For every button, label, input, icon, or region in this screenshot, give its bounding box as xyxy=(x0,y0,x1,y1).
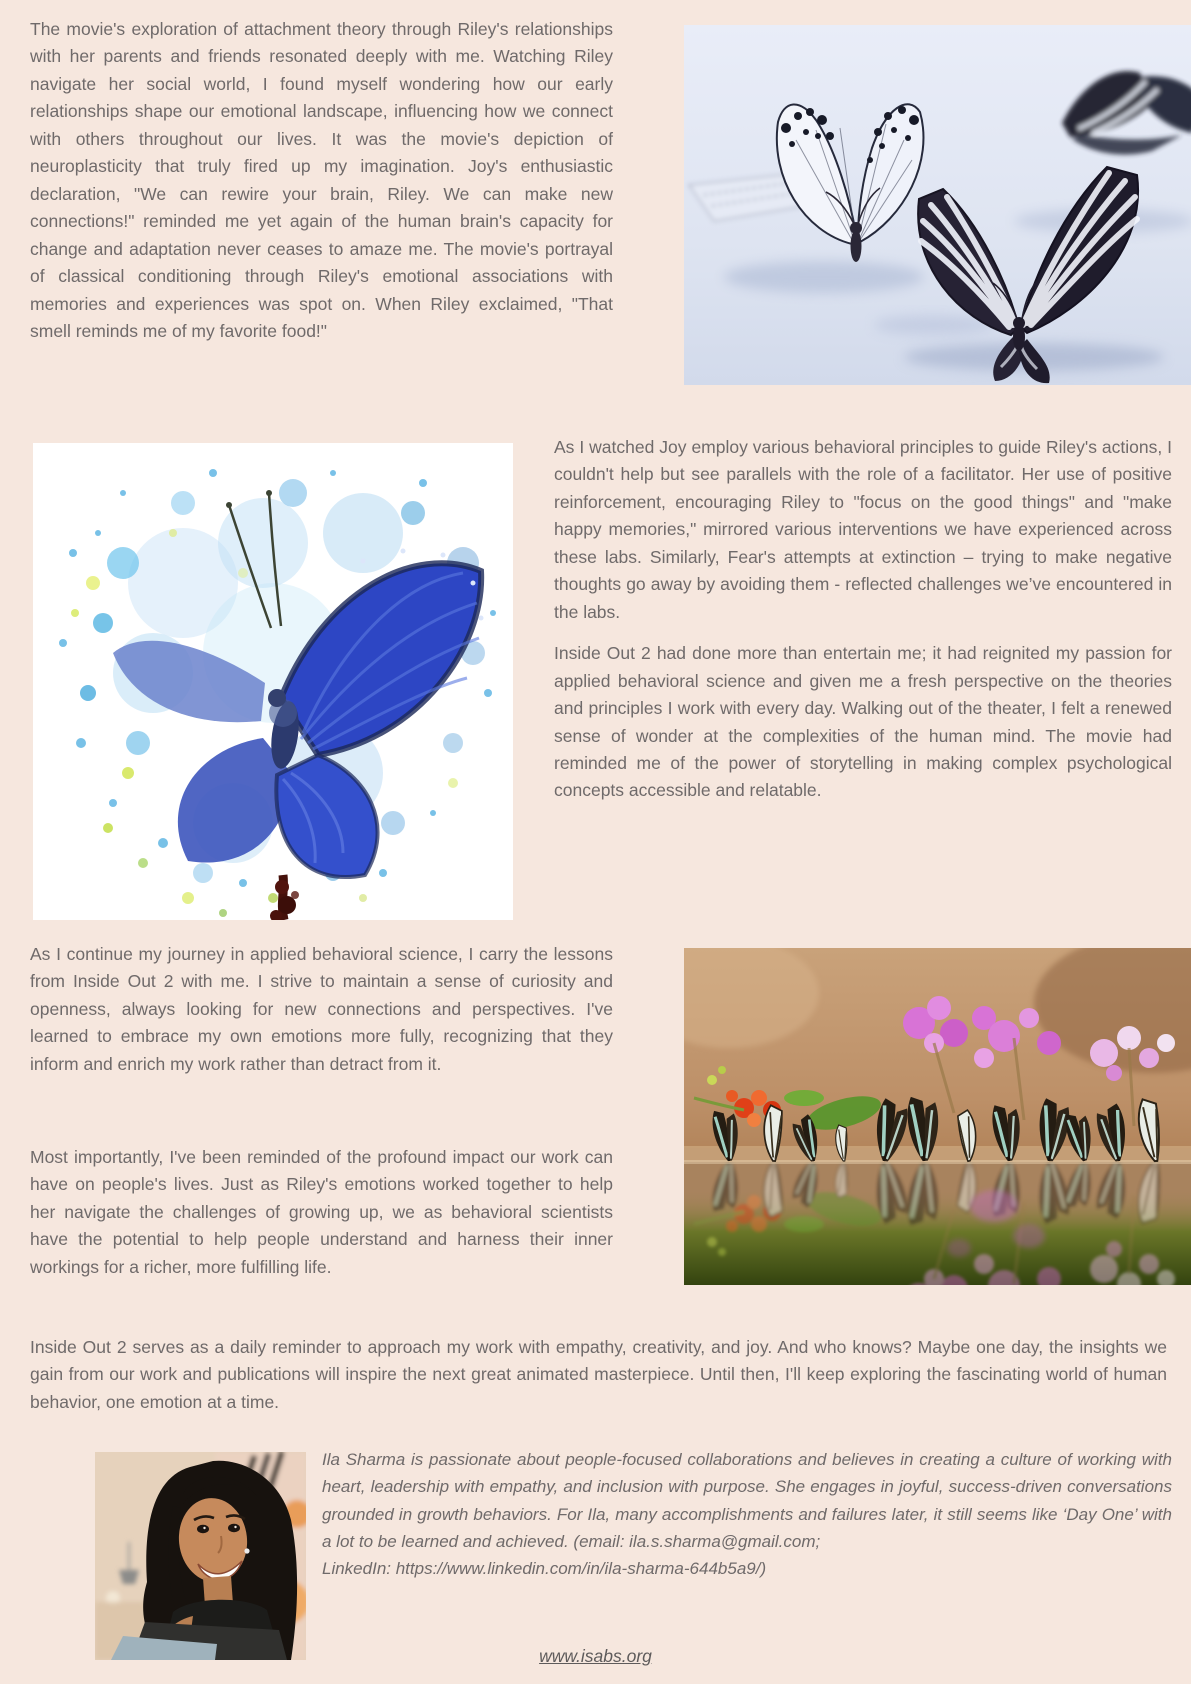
butterflies-black-white-photo xyxy=(684,25,1191,385)
author-bio-main: Ila Sharma is passionate about people-focused collaborations and believes in creating a culture of working with heart, leadership with empathy, and inclusion with purpose. She engages in joyful, success-driven conversations grounded in growth behaviors. For Ila, many accomplishments and failures later, it still seems like ‘Day One’ with a lot to be learned and achieved. (email: ila.s.sharma@gmail.com; xyxy=(322,1450,1172,1551)
paragraph-journey: As I continue my journey in applied behavioral science, I carry the lessons from Inside Out 2 with me. I strive to maintain a sense of curiosity and openness, always looking for new connections and perspectives. I've learned to embrace my own emotions more fully, recognizing that they inform and enrich my work rather than detract from it. xyxy=(30,944,613,1074)
butterflies-water-illustration xyxy=(684,948,1191,1285)
blue-butterfly-watercolor xyxy=(33,443,513,920)
right-text-column xyxy=(554,434,1172,819)
paragraph-daily-reminder: Inside Out 2 serves as a daily reminder to approach my work with empathy, creativity, and joy. And who knows? Maybe one day, the insights we gain from our work and publications will inspire the next great animated masterpiece. Until then, I'll keep exploring the fascinating world of human behavior, one emotion at a time. xyxy=(30,1337,1167,1412)
butterflies-water-flowers-photo xyxy=(684,948,1191,1285)
author-portrait-illustration xyxy=(95,1452,306,1660)
paragraph-reignited-passion: Inside Out 2 had done more than entertain me; it had reignited my passion for applied behavioral science and given me a fresh perspective on the theories and principles I work with every day. Walking out of the theater, I felt a renewed sense of wonder at the complexities of the human mind. The movie had reminded me of the power of storytelling in making complex psychological concepts accessible and relatable. xyxy=(554,643,1172,801)
isabs-website-link[interactable]: www.isabs.org xyxy=(539,1646,652,1666)
paragraph-impact: Most importantly, I've been reminded of the profound impact our work can have on people's lives. Just as Riley's emotions worked together to help her navigate the challenges of growing up, we as behavioral scientists have the potential to help people understand and harness their inner workings for a richer, more fulfilling life. xyxy=(30,1147,613,1277)
paragraph-attachment-theory: The movie's exploration of attachment theory through Riley's relationships with her parents and friends resonated deeply with me. Watching Riley navigate her social world, I found myself wondering how our early relationships shape our emotional landscape, influencing how we connect with others throughout our lives. It was the movie's depiction of neuroplasticity that truly fired up my imagination. Joy's enthusiastic declaration, "We can rewire your brain, Riley. We can make new connections!" reminded me yet again of the human brain's capacity for change and adaptation never ceases to amaze me. The movie's portrayal of classical conditioning through Riley's emotional associations with memories and experiences was spot on. When Riley exclaimed, "That smell reminds me of my favorite food!" xyxy=(30,19,613,341)
author-bio xyxy=(322,1446,1172,1582)
paragraph-behavioral-principles: As I watched Joy employ various behavioral principles to guide Riley's actions, I couldn't help but see parallels with the role of a facilitator. Her use of positive reinforcement, encouraging Riley to "focus on the good things" and "make happy memories," mirrored various interventions we have experienced across these labs. Similarly, Fear's attempts at extinction – trying to make negative thoughts go away by avoiding them - reflected challenges we’ve encountered in the labs. xyxy=(554,437,1172,622)
author-photo xyxy=(95,1452,306,1660)
blue-butterfly-watercolor-illustration xyxy=(33,443,513,920)
butterflies-black-white-illustration xyxy=(684,25,1191,385)
author-bio-linkedin: LinkedIn: https://www.linkedin.com/in/ila-sharma-644b5a9/) xyxy=(322,1559,767,1579)
page-footer xyxy=(0,1646,1191,1667)
